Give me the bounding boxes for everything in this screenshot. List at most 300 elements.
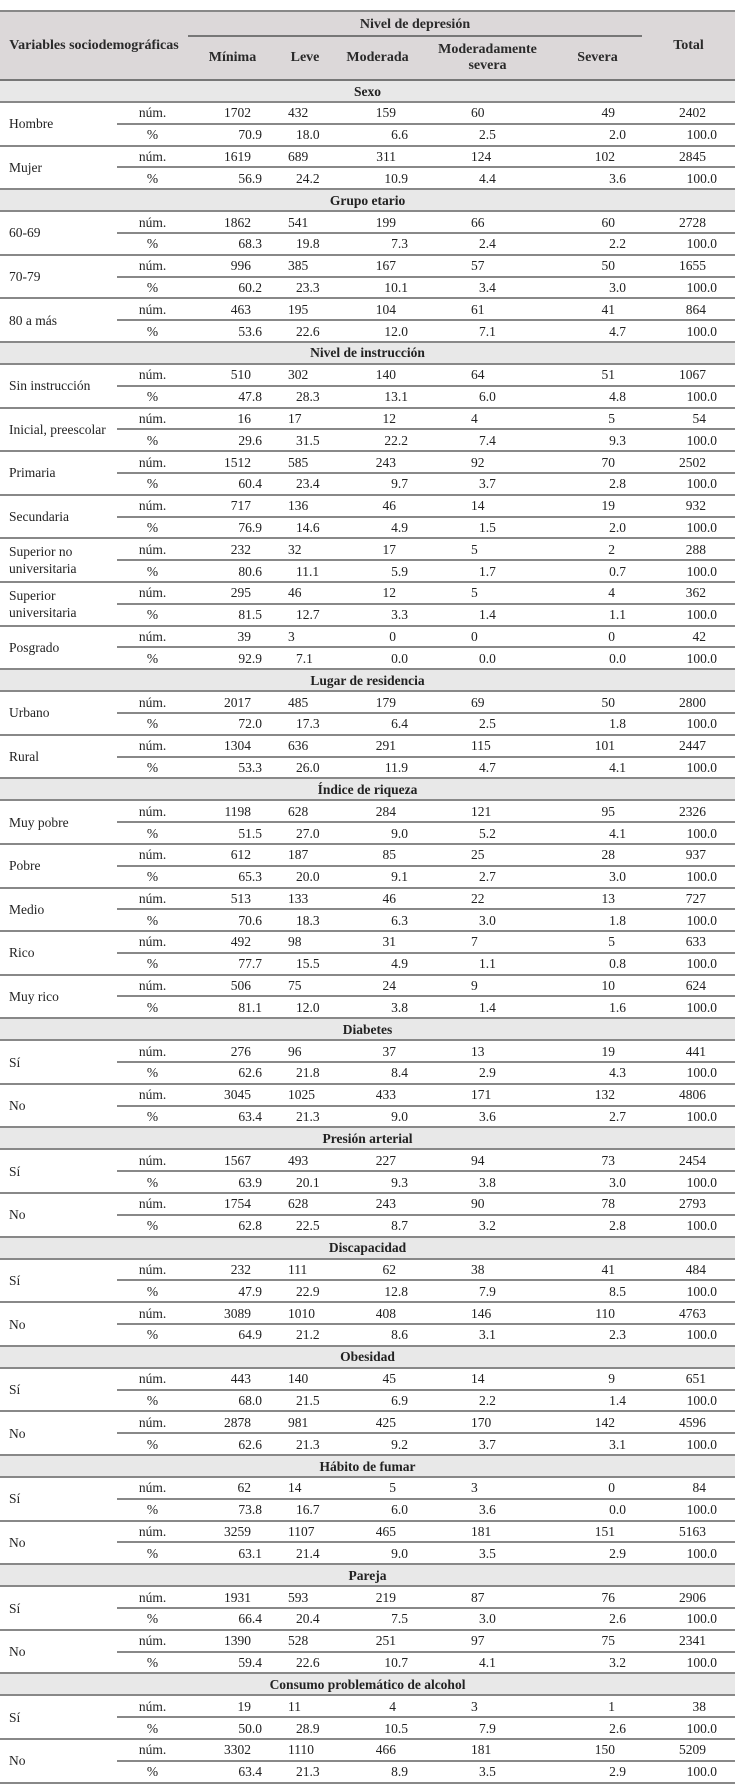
table-cell: 100.0	[642, 1215, 735, 1237]
table-row	[0, 451, 735, 473]
table-cell: 408	[333, 1302, 422, 1324]
section-title: Grupo etario	[0, 189, 735, 211]
table-cell: 60.4	[188, 473, 277, 495]
table-cell: 3.0	[422, 909, 553, 931]
variable-label: No	[0, 1411, 117, 1455]
section-title: Presión arterial	[0, 1127, 735, 1149]
table-cell: 171	[422, 1084, 553, 1106]
variable-label: Sí	[0, 1586, 117, 1630]
table-cell: 18.0	[277, 124, 333, 146]
row-type-label: núm.	[117, 1149, 188, 1171]
table-cell: 72.0	[188, 713, 277, 735]
table-cell: 10.5	[333, 1717, 422, 1739]
table-row	[0, 146, 735, 168]
variable-label: Sí	[0, 1259, 117, 1303]
table-row	[0, 298, 735, 320]
table-cell: 56.9	[188, 167, 277, 189]
table-row	[0, 364, 735, 386]
section-title: Hábito de fumar	[0, 1455, 735, 1477]
table-cell: 100.0	[642, 757, 735, 779]
table-cell: 38	[422, 1259, 553, 1281]
table-cell: 510	[188, 364, 277, 386]
table-cell: 21.2	[277, 1324, 333, 1346]
table-cell: 10.9	[333, 167, 422, 189]
row-type-label: núm.	[117, 1411, 188, 1433]
table-cell: 81.1	[188, 996, 277, 1018]
table-cell: 541	[277, 211, 333, 233]
table-cell: 1.7	[422, 560, 553, 582]
variable-label: Superior no universitaria	[0, 538, 117, 582]
table-cell: 75	[553, 1630, 642, 1652]
table-cell: 3.3	[333, 604, 422, 626]
table-cell: 3045	[188, 1084, 277, 1106]
table-cell: 3.6	[422, 1106, 553, 1128]
table-cell: 2878	[188, 1411, 277, 1433]
variables-header: Variables sociodemográficas	[0, 11, 188, 80]
table-cell: 2.8	[553, 473, 642, 495]
section-title: Nivel de instrucción	[0, 342, 735, 364]
table-cell: 159	[333, 102, 422, 124]
table-cell: 5209	[642, 1739, 735, 1761]
table-cell: 463	[188, 298, 277, 320]
table-cell: 70	[553, 451, 642, 473]
table-cell: 29.6	[188, 429, 277, 451]
table-cell: 14	[422, 495, 553, 517]
table-cell: 73.8	[188, 1499, 277, 1521]
table-cell: 1512	[188, 451, 277, 473]
table-cell: 104	[333, 298, 422, 320]
variable-label: No	[0, 1739, 117, 1783]
table-cell: 1702	[188, 102, 277, 124]
col-header-minima: Mínima	[188, 36, 277, 80]
table-cell: 7.5	[333, 1608, 422, 1630]
table-cell: 2402	[642, 102, 735, 124]
table-cell: 3089	[188, 1302, 277, 1324]
table-cell: 45	[333, 1368, 422, 1390]
section-row	[0, 342, 735, 364]
table-cell: 179	[333, 691, 422, 713]
table-cell: 100.0	[642, 517, 735, 539]
table-cell: 937	[642, 844, 735, 866]
table-cell: 2793	[642, 1193, 735, 1215]
table-cell: 276	[188, 1040, 277, 1062]
table-cell: 9.1	[333, 866, 422, 888]
row-type-label: núm.	[117, 255, 188, 277]
table-cell: 46	[277, 582, 333, 604]
row-type-label: %	[117, 1171, 188, 1193]
table-cell: 75	[277, 975, 333, 997]
row-type-label: núm.	[117, 1193, 188, 1215]
table-cell: 22.5	[277, 1215, 333, 1237]
table-row	[0, 844, 735, 866]
row-type-label: núm.	[117, 538, 188, 560]
table-cell: 243	[333, 1193, 422, 1215]
table-cell: 13.1	[333, 386, 422, 408]
table-cell: 1.4	[422, 996, 553, 1018]
table-cell: 295	[188, 582, 277, 604]
table-cell: 63.4	[188, 1761, 277, 1783]
table-cell: 80.6	[188, 560, 277, 582]
table-cell: 628	[277, 1193, 333, 1215]
row-type-label: %	[117, 429, 188, 451]
table-cell: 5	[422, 582, 553, 604]
table-row	[0, 1302, 735, 1324]
table-cell: 100.0	[642, 1542, 735, 1564]
table-row	[0, 888, 735, 910]
row-type-label: %	[117, 386, 188, 408]
section-row	[0, 1237, 735, 1259]
table-cell: 59.4	[188, 1652, 277, 1674]
table-cell: 0.0	[553, 1499, 642, 1521]
section-row	[0, 80, 735, 102]
table-cell: 1862	[188, 211, 277, 233]
table-cell: 7.4	[422, 429, 553, 451]
row-type-label: %	[117, 866, 188, 888]
table-cell: 3.2	[553, 1652, 642, 1674]
table-cell: 111	[277, 1259, 333, 1281]
variable-label: Sí	[0, 1695, 117, 1739]
table-cell: 466	[333, 1739, 422, 1761]
row-type-label: %	[117, 996, 188, 1018]
row-type-label: %	[117, 909, 188, 931]
table-cell: 1619	[188, 146, 277, 168]
table-cell: 432	[277, 102, 333, 124]
section-title: Diabetes	[0, 1018, 735, 1040]
table-cell: 12	[333, 582, 422, 604]
table-cell: 21.8	[277, 1062, 333, 1084]
table-cell: 4.3	[553, 1062, 642, 1084]
table-row	[0, 1630, 735, 1652]
table-cell: 24.2	[277, 167, 333, 189]
table-cell: 6.9	[333, 1390, 422, 1412]
section-row	[0, 778, 735, 800]
table-cell: 31.5	[277, 429, 333, 451]
table-cell: 0.0	[553, 647, 642, 669]
table-cell: 1025	[277, 1084, 333, 1106]
variable-label: 80 a más	[0, 298, 117, 342]
table-cell: 3.5	[422, 1542, 553, 1564]
variable-label: Inicial, preescolar	[0, 408, 117, 452]
row-type-label: %	[117, 517, 188, 539]
row-type-label: %	[117, 1652, 188, 1674]
table-cell: 4	[422, 408, 553, 430]
table-cell: 2.2	[553, 233, 642, 255]
table-cell: 232	[188, 538, 277, 560]
table-cell: 3.0	[553, 1171, 642, 1193]
table-cell: 11	[277, 1695, 333, 1717]
variable-label: No	[0, 1084, 117, 1128]
variable-label: Muy pobre	[0, 800, 117, 844]
table-cell: 95	[553, 800, 642, 822]
row-type-label: núm.	[117, 1521, 188, 1543]
total-header: Total	[642, 11, 735, 80]
row-type-label: núm.	[117, 1259, 188, 1281]
table-cell: 132	[553, 1084, 642, 1106]
table-cell: 2.5	[422, 713, 553, 735]
table-cell: 19.8	[277, 233, 333, 255]
variable-label: Muy rico	[0, 975, 117, 1019]
row-type-label: núm.	[117, 298, 188, 320]
table-cell: 100.0	[642, 1761, 735, 1783]
col-header-leve: Leve	[277, 36, 333, 80]
row-type-label: núm.	[117, 800, 188, 822]
table-cell: 10.1	[333, 277, 422, 299]
table-cell: 195	[277, 298, 333, 320]
table-cell: 26.0	[277, 757, 333, 779]
table-cell: 167	[333, 255, 422, 277]
table-cell: 1110	[277, 1739, 333, 1761]
table-cell: 12.0	[333, 320, 422, 342]
table-cell: 302	[277, 364, 333, 386]
variable-label: Superior universitaria	[0, 582, 117, 626]
row-type-label: %	[117, 604, 188, 626]
row-type-label: %	[117, 822, 188, 844]
table-cell: 100.0	[642, 167, 735, 189]
table-row	[0, 1040, 735, 1062]
table-cell: 624	[642, 975, 735, 997]
table-cell: 90	[422, 1193, 553, 1215]
table-row	[0, 211, 735, 233]
table-cell: 53.3	[188, 757, 277, 779]
table-cell: 38	[642, 1695, 735, 1717]
table-cell: 21.5	[277, 1390, 333, 1412]
table-cell: 9	[422, 975, 553, 997]
table-cell: 4.8	[553, 386, 642, 408]
variable-label: No	[0, 1521, 117, 1565]
table-cell: 9.0	[333, 1542, 422, 1564]
table-cell: 87	[422, 1586, 553, 1608]
table-cell: 0	[333, 626, 422, 648]
table-cell: 8.4	[333, 1062, 422, 1084]
section-row	[0, 1018, 735, 1040]
table-cell: 96	[277, 1040, 333, 1062]
table-cell: 2502	[642, 451, 735, 473]
table-cell: 102	[553, 146, 642, 168]
table-cell: 12	[333, 408, 422, 430]
table-cell: 142	[553, 1411, 642, 1433]
table-cell: 181	[422, 1521, 553, 1543]
section-title: Consumo problemático de alcohol	[0, 1673, 735, 1695]
table-cell: 100.0	[642, 124, 735, 146]
table-cell: 1.6	[553, 996, 642, 1018]
table-cell: 64	[422, 364, 553, 386]
table-cell: 291	[333, 735, 422, 757]
row-type-label: núm.	[117, 844, 188, 866]
table-cell: 219	[333, 1586, 422, 1608]
variable-label: Sí	[0, 1368, 117, 1412]
table-cell: 3.0	[553, 866, 642, 888]
table-cell: 2.7	[553, 1106, 642, 1128]
table-cell: 62	[333, 1259, 422, 1281]
table-cell: 6.3	[333, 909, 422, 931]
table-cell: 2.6	[553, 1608, 642, 1630]
section-row	[0, 189, 735, 211]
table-cell: 81.5	[188, 604, 277, 626]
table-cell: 3	[277, 626, 333, 648]
table-cell: 284	[333, 800, 422, 822]
table-cell: 73	[553, 1149, 642, 1171]
table-cell: 5	[553, 931, 642, 953]
section-row	[0, 1346, 735, 1368]
table-cell: 5	[333, 1477, 422, 1499]
table-cell: 2.5	[422, 124, 553, 146]
row-type-label: %	[117, 1280, 188, 1302]
table-cell: 20.0	[277, 866, 333, 888]
table-cell: 1067	[642, 364, 735, 386]
table-cell: 0	[422, 626, 553, 648]
table-cell: 100.0	[642, 233, 735, 255]
table-cell: 485	[277, 691, 333, 713]
table-cell: 27.0	[277, 822, 333, 844]
section-row	[0, 669, 735, 691]
table-cell: 2.0	[553, 517, 642, 539]
depression-level-header: Nivel de depresión	[188, 11, 642, 36]
table-cell: 1390	[188, 1630, 277, 1652]
table-cell: 20.4	[277, 1608, 333, 1630]
table-cell: 10	[553, 975, 642, 997]
table-row	[0, 975, 735, 997]
table-cell: 2454	[642, 1149, 735, 1171]
table-cell: 3.5	[422, 1761, 553, 1783]
table-cell: 0	[553, 626, 642, 648]
table-cell: 9.3	[333, 1171, 422, 1193]
table-cell: 513	[188, 888, 277, 910]
table-cell: 3	[422, 1695, 553, 1717]
table-row	[0, 495, 735, 517]
table-cell: 68.3	[188, 233, 277, 255]
row-type-label: núm.	[117, 888, 188, 910]
section-row	[0, 1673, 735, 1695]
table-cell: 628	[277, 800, 333, 822]
table-cell: 50	[553, 691, 642, 713]
table-cell: 100.0	[642, 1171, 735, 1193]
table-cell: 100.0	[642, 1433, 735, 1455]
table-cell: 100.0	[642, 429, 735, 451]
variable-label: Rico	[0, 931, 117, 975]
table-cell: 50.0	[188, 1717, 277, 1739]
table-cell: 585	[277, 451, 333, 473]
table-cell: 3.8	[333, 996, 422, 1018]
table-cell: 5.2	[422, 822, 553, 844]
table-cell: 8.9	[333, 1761, 422, 1783]
row-type-label: núm.	[117, 1040, 188, 1062]
table-cell: 121	[422, 800, 553, 822]
table-cell: 62.6	[188, 1433, 277, 1455]
row-type-label: núm.	[117, 146, 188, 168]
table-cell: 3.1	[553, 1433, 642, 1455]
table-cell: 100.0	[642, 277, 735, 299]
variable-label: Medio	[0, 888, 117, 932]
table-cell: 4	[333, 1695, 422, 1717]
table-cell: 9	[553, 1368, 642, 1390]
variable-label: Hombre	[0, 102, 117, 146]
table-cell: 19	[553, 1040, 642, 1062]
table-cell: 3.2	[422, 1215, 553, 1237]
table-cell: 16.7	[277, 1499, 333, 1521]
table-cell: 11.9	[333, 757, 422, 779]
table-cell: 0.0	[422, 647, 553, 669]
table-cell: 7	[422, 931, 553, 953]
table-cell: 46	[333, 888, 422, 910]
table-cell: 1567	[188, 1149, 277, 1171]
row-type-label: núm.	[117, 626, 188, 648]
table-cell: 31	[333, 931, 422, 953]
table-cell: 92	[422, 451, 553, 473]
table-cell: 13	[422, 1040, 553, 1062]
section-title: Discapacidad	[0, 1237, 735, 1259]
row-type-label: %	[117, 713, 188, 735]
variable-label: Primaria	[0, 451, 117, 495]
table-cell: 100.0	[642, 560, 735, 582]
table-cell: 2.9	[553, 1542, 642, 1564]
table-row	[0, 582, 735, 604]
table-cell: 100.0	[642, 1280, 735, 1302]
table-cell: 7.3	[333, 233, 422, 255]
table-cell: 484	[642, 1259, 735, 1281]
table-cell: 2.3	[553, 1324, 642, 1346]
table-cell: 7.9	[422, 1717, 553, 1739]
table-cell: 136	[277, 495, 333, 517]
table-cell: 41	[553, 298, 642, 320]
table-cell: 19	[188, 1695, 277, 1717]
table-cell: 14.6	[277, 517, 333, 539]
table-cell: 385	[277, 255, 333, 277]
table-cell: 23.3	[277, 277, 333, 299]
section-title: Índice de riqueza	[0, 778, 735, 800]
row-type-label: núm.	[117, 1630, 188, 1652]
table-cell: 28.9	[277, 1717, 333, 1739]
table-cell: 9.7	[333, 473, 422, 495]
table-cell: 2.9	[553, 1761, 642, 1783]
table-cell: 2.2	[422, 1390, 553, 1412]
table-cell: 2.9	[422, 1062, 553, 1084]
table-cell: 100.0	[642, 1390, 735, 1412]
table-cell: 362	[642, 582, 735, 604]
row-type-label: %	[117, 647, 188, 669]
variable-label: Sí	[0, 1477, 117, 1521]
table-cell: 28.3	[277, 386, 333, 408]
table-cell: 100.0	[642, 953, 735, 975]
table-cell: 981	[277, 1411, 333, 1433]
table-cell: 51.5	[188, 822, 277, 844]
table-cell: 2341	[642, 1630, 735, 1652]
table-row	[0, 1477, 735, 1499]
table-cell: 3259	[188, 1521, 277, 1543]
table-cell: 0.0	[333, 647, 422, 669]
table-cell: 37	[333, 1040, 422, 1062]
table-cell: 187	[277, 844, 333, 866]
table-cell: 633	[642, 931, 735, 953]
table-cell: 14	[422, 1368, 553, 1390]
col-header-moderada: Moderada	[333, 36, 422, 80]
table-cell: 593	[277, 1586, 333, 1608]
table-cell: 84	[642, 1477, 735, 1499]
table-cell: 4	[553, 582, 642, 604]
row-type-label: núm.	[117, 1477, 188, 1499]
table-cell: 2017	[188, 691, 277, 713]
table-cell: 4763	[642, 1302, 735, 1324]
table-cell: 425	[333, 1411, 422, 1433]
table-row	[0, 1411, 735, 1433]
table-cell: 441	[642, 1040, 735, 1062]
table-row	[0, 1084, 735, 1106]
table-cell: 21.3	[277, 1106, 333, 1128]
row-type-label: núm.	[117, 364, 188, 386]
table-cell: 6.4	[333, 713, 422, 735]
table-cell: 100.0	[642, 386, 735, 408]
table-cell: 6.6	[333, 124, 422, 146]
variable-label: 70-79	[0, 255, 117, 299]
